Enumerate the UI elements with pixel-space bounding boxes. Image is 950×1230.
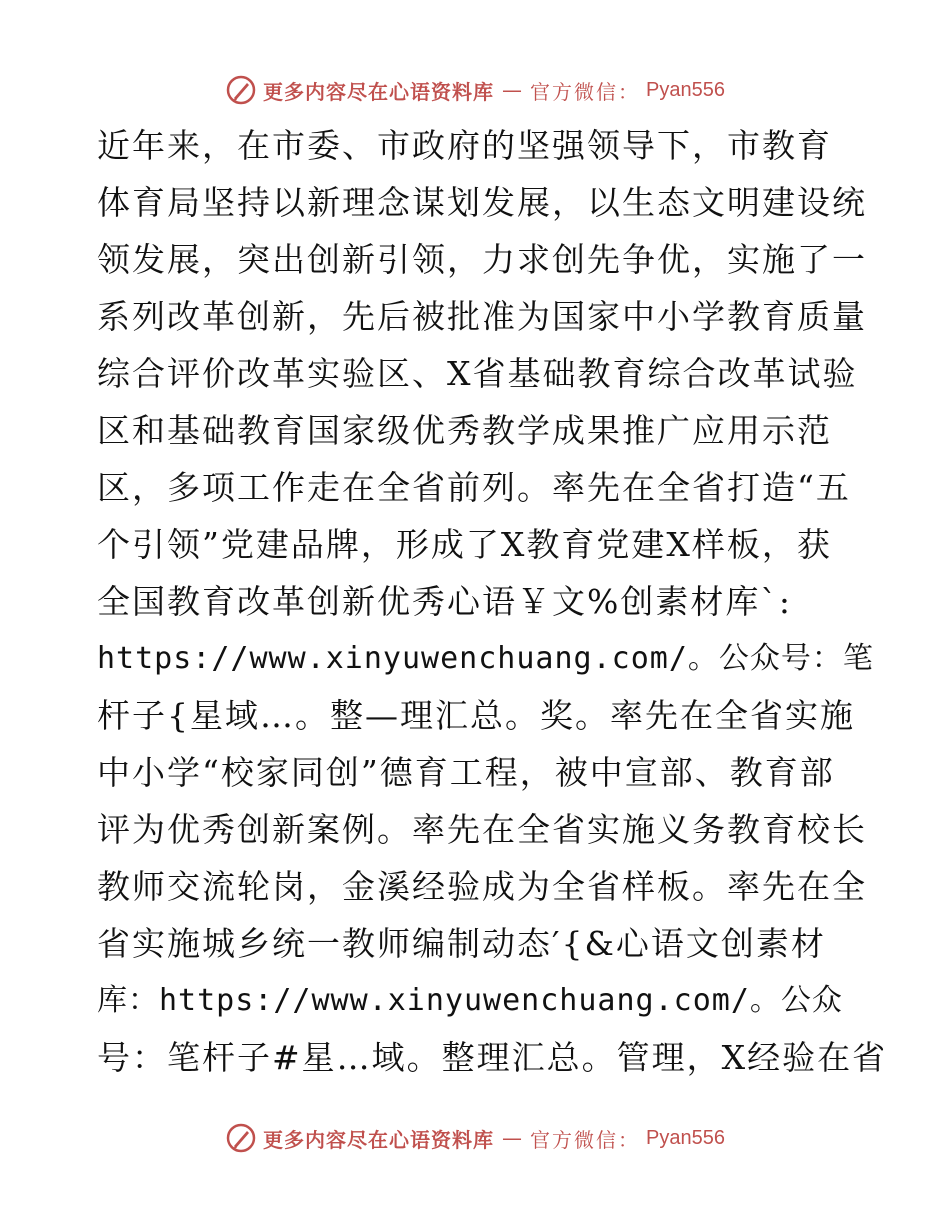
header-banner [0,70,950,110]
document-body [0,121,950,1111]
body-line-6: 区和基础教育国家级优秀教学成果推广应用示范 [97,411,832,450]
body-line-12: 中小学“校家同创”德育工程，被中宣部、教育部 [97,753,835,792]
body-line-4: 系列改革创新，先后被批准为国家中小学教育质量 [97,297,867,336]
body-line-10: https://www.xinyuwenchuang.com/。公众号：笔 [97,641,874,676]
footer-brand-text: 更多内容尽在心语资料库 [263,1127,495,1152]
body-line-16: 库：https://www.xinyuwenchuang.com/。公众 [97,983,843,1018]
body-line-3: 领发展，突出创新引领，力求创先争优，实施了一 [97,240,867,279]
header-brand-text: 更多内容尽在心语资料库 [263,79,495,104]
footer-separator: — [502,1126,523,1150]
body-line-15: 省实施城乡统一教师编制动态′{&心语文创素材 [97,924,826,963]
quill-logo-icon [225,74,257,106]
footer-official-label: 官方微信： [530,1127,641,1152]
body-line-8: 个引领”党建品牌，形成了X教育党建X样板，获 [97,525,832,564]
quill-logo-icon [225,1122,257,1154]
body-line-11: 杆子{星域…。整—理汇总。奖。率先在全省实施 [97,696,855,735]
header-official-label: 官方微信： [530,79,641,104]
header-wechat-id: Pyan556 [646,78,725,101]
body-line-14: 教师交流轮岗，金溪经验成为全省样板。率先在全 [97,867,867,906]
body-line-2: 体育局坚持以新理念谋划发展，以生态文明建设统 [97,183,867,222]
body-line-17: 号：笔杆子#星…域。整理汇总。管理，X经验在省 [97,1038,888,1077]
footer-banner [0,1118,950,1158]
header-separator: — [502,78,523,102]
body-line-9: 全国教育改革创新优秀心语￥文%创素材库`: [97,582,792,621]
body-line-5: 综合评价改革实验区、X省基础教育综合改革试验 [97,354,858,393]
body-line-7: 区，多项工作走在全省前列。率先在全省打造“五 [97,468,851,507]
footer-wechat-id: Pyan556 [646,1126,725,1149]
body-line-13: 评为优秀创新案例。率先在全省实施义务教育校长 [97,810,867,849]
body-line-1: 近年来，在市委、市政府的坚强领导下，市教育 [97,126,832,165]
